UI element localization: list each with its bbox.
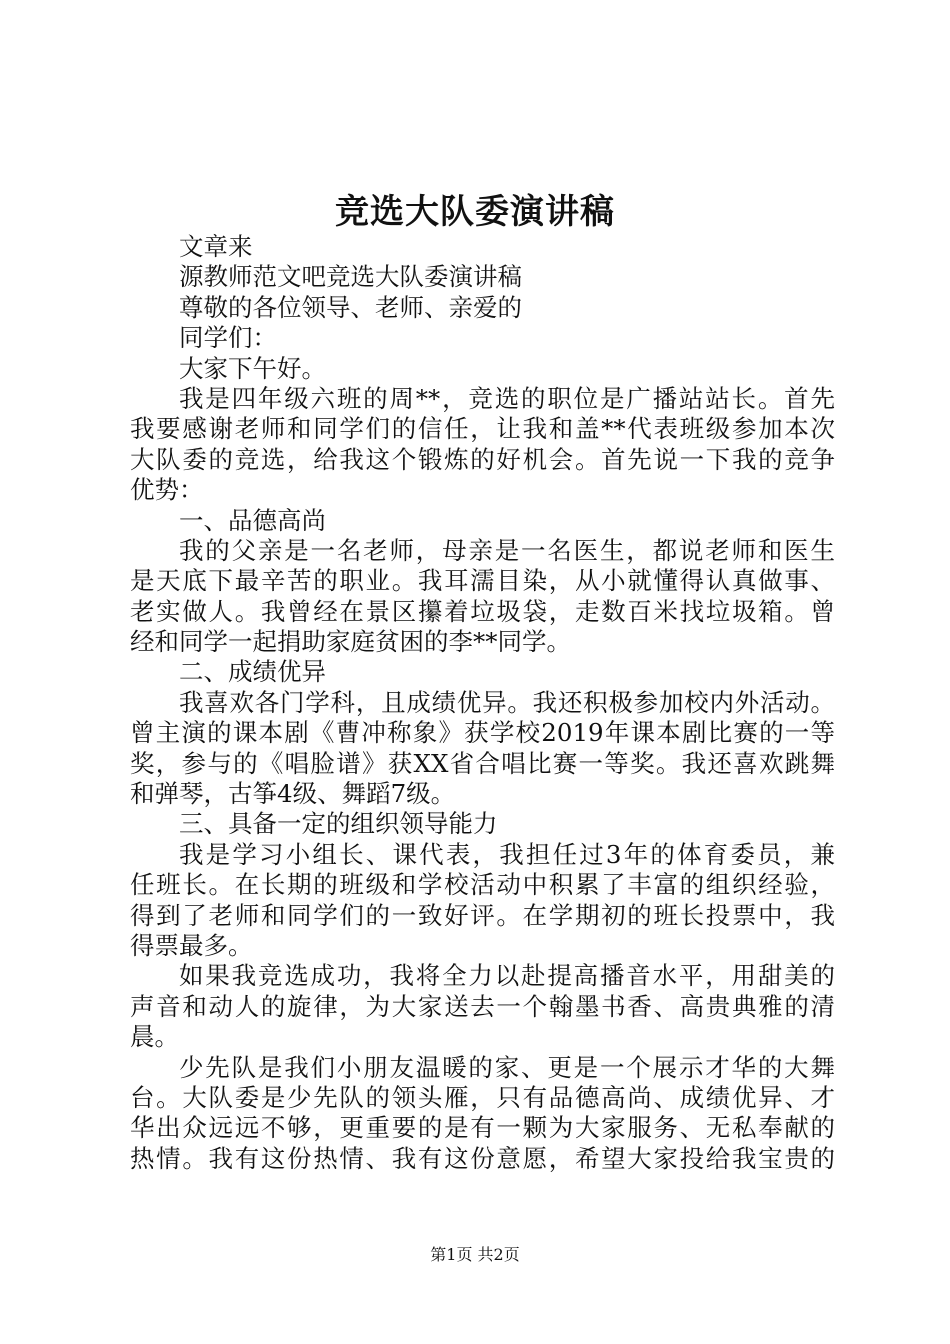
text-line: 声音和动人的旋律，为大家送去一个翰墨书香、高贵典雅的清 — [130, 991, 835, 1021]
text-line: 我的父亲是一名老师，母亲是一名医生，都说老师和医生 — [179, 535, 835, 565]
text-line: 尊敬的各位领导、老师、亲爱的 — [179, 292, 522, 322]
page-footer: 第1页 共2页 — [430, 1245, 520, 1264]
text-line: 台。大队委是少先队的领头雁，只有品德高尚、成绩优异、才 — [130, 1082, 835, 1112]
text-line: 同学们： — [179, 323, 277, 353]
text-line: 经和同学一起捐助家庭贫困的李**同学。 — [130, 627, 571, 657]
text-line: 文章来 — [179, 232, 253, 261]
text-line: 二、成绩优异 — [179, 657, 326, 687]
text-line: 如果我竞选成功，我将全力以赴提高播音水平，用甜美的 — [179, 961, 835, 991]
text-line: 我要感谢老师和同学们的信任，让我和盖**代表班级参加本次 — [130, 414, 835, 444]
text-line: 大队委的竞选，给我这个锻炼的好机会。首先说一下我的竞争 — [130, 444, 835, 474]
text-line: 一、品德高尚 — [179, 505, 326, 535]
text-line: 我是四年级六班的周**，竞选的职位是广播站站长。首先 — [179, 383, 835, 413]
document-body — [130, 232, 835, 1174]
text-line: 曾主演的课本剧《曹冲称象》获学校2019年课本剧比赛的一等 — [130, 718, 835, 748]
text-line: 少先队是我们小朋友温暖的家、更是一个展示才华的大舞 — [179, 1052, 835, 1082]
text-line: 我喜欢各门学科，且成绩优异。我还积极参加校内外活动。 — [179, 687, 835, 717]
text-line: 大家下午好。 — [179, 353, 326, 383]
text-line: 得到了老师和同学们的一致好评。在学期初的班长投票中，我 — [130, 900, 835, 930]
text-line: 是天底下最辛苦的职业。我耳濡目染，从小就懂得认真做事、 — [130, 566, 835, 596]
text-line: 奖，参与的《唱脸谱》获XX省合唱比赛一等奖。我还喜欢跳舞 — [130, 748, 835, 778]
text-line: 源教师范文吧竞选大队委演讲稿 — [179, 262, 522, 292]
text-line: 三、具备一定的组织领导能力 — [179, 809, 498, 839]
text-line: 热情。我有这份热情、我有这份意愿，希望大家投给我宝贵的 — [130, 1143, 835, 1173]
text-line: 得票最多。 — [130, 930, 253, 960]
document-title: 竞选大队委演讲稿 — [335, 192, 615, 232]
text-line: 我是学习小组长、课代表，我担任过3年的体育委员，兼 — [179, 839, 835, 869]
text-line: 老实做人。我曾经在景区攥着垃圾袋，走数百米找垃圾箱。曾 — [130, 596, 835, 626]
text-line: 优势： — [130, 475, 204, 505]
text-line: 晨。 — [130, 1022, 179, 1052]
text-line: 任班长。在长期的班级和学校活动中积累了丰富的组织经验， — [130, 870, 835, 900]
text-line: 华出众远远不够，更重要的是有一颗为大家服务、无私奉献的 — [130, 1113, 835, 1143]
text-line: 和弹琴，古筝4级、舞蹈7级。 — [130, 779, 456, 809]
